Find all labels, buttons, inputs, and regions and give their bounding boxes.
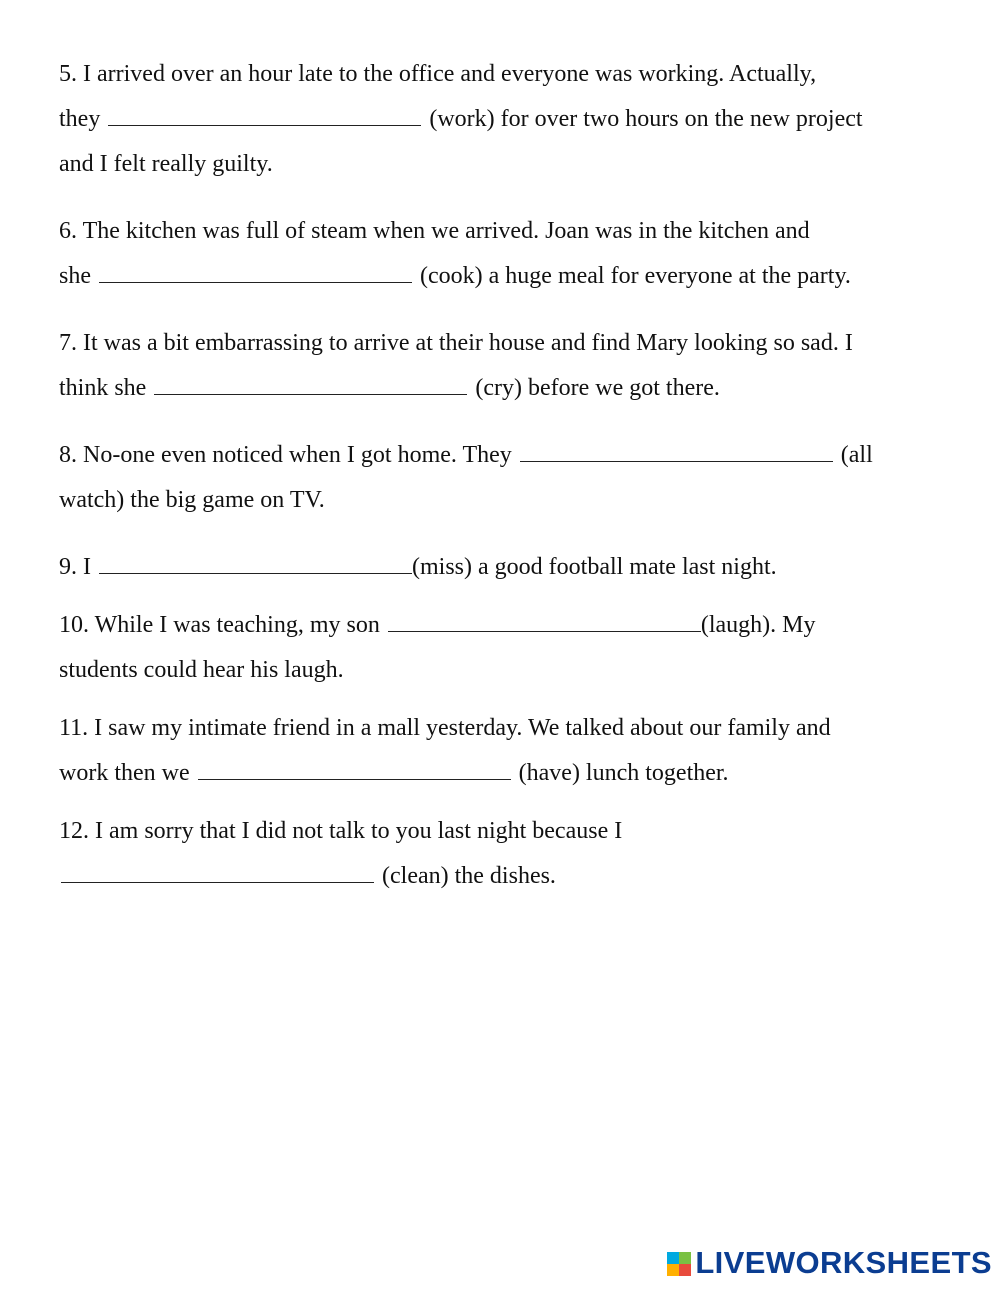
answer-blank-7[interactable] xyxy=(154,372,467,395)
question-7-line-1 xyxy=(59,321,939,366)
verb-hint: (cook) a huge meal for everyone at the party. xyxy=(420,263,851,289)
logo-color-square xyxy=(667,1264,679,1276)
logo-color-square xyxy=(679,1264,691,1276)
answer-blank-5[interactable] xyxy=(108,103,421,126)
question-8-line-2: watch) the big game on TV. xyxy=(59,487,325,513)
question-5-line-1 xyxy=(59,52,939,97)
question-12-line-1 xyxy=(59,809,939,854)
verb-hint: (laugh). My xyxy=(700,612,816,638)
question-number: 5. xyxy=(59,61,77,87)
liveworksheets-logo-icon xyxy=(667,1252,691,1276)
question-12-line-2 xyxy=(59,854,939,899)
question-number: 12. xyxy=(59,818,89,844)
answer-blank-9[interactable] xyxy=(99,551,412,574)
question-6-line-2 xyxy=(59,254,939,299)
answer-blank-12[interactable] xyxy=(61,860,374,883)
verb-hint: (all xyxy=(840,442,873,468)
question-number: 7. xyxy=(59,330,77,356)
logo-color-square xyxy=(679,1252,691,1264)
verb-hint: (have) lunch together. xyxy=(518,760,729,786)
question-12 xyxy=(59,809,939,899)
answer-blank-10[interactable] xyxy=(388,609,701,632)
question-number: 11. xyxy=(59,715,89,741)
question-text: she xyxy=(59,263,91,289)
question-text: I xyxy=(83,554,91,580)
verb-hint: (work) for over two hours on the new project xyxy=(429,106,863,132)
answer-blank-6[interactable] xyxy=(99,260,412,283)
question-number: 8. xyxy=(59,442,77,468)
question-text: I arrived over an hour late to the office and everyone was working. Actually, xyxy=(83,61,817,87)
question-text: they xyxy=(59,106,101,132)
verb-hint: (clean) the dishes. xyxy=(382,863,556,889)
question-number: 9. xyxy=(59,554,77,580)
question-11-line-2 xyxy=(59,751,939,796)
question-5 xyxy=(59,52,939,187)
question-text: I saw my intimate friend in a mall yesterday. We talked about our family and xyxy=(94,715,831,741)
question-9 xyxy=(59,545,939,590)
question-5-line-2 xyxy=(59,97,939,142)
verb-hint: (miss) a good football mate last night. xyxy=(412,554,777,580)
question-10 xyxy=(59,603,939,693)
question-text: While I was teaching, my son xyxy=(94,612,380,638)
answer-blank-11[interactable] xyxy=(198,757,511,780)
question-text: The kitchen was full of steam when we arrived. Joan was in the kitchen and xyxy=(82,218,810,244)
question-10-line-2: students could hear his laugh. xyxy=(59,657,344,683)
verb-hint: (cry) before we got there. xyxy=(475,375,720,401)
question-6 xyxy=(59,209,939,299)
question-number: 6. xyxy=(59,218,77,244)
question-8-line-1 xyxy=(59,433,939,478)
question-5-line-3: and I felt really guilty. xyxy=(59,151,273,177)
question-7 xyxy=(59,321,939,411)
question-text: It was a bit embarrassing to arrive at their house and find Mary looking so sad. I xyxy=(83,330,853,356)
worksheet-content xyxy=(59,52,939,912)
question-text: work then we xyxy=(59,760,190,786)
logo-color-square xyxy=(667,1252,679,1264)
question-7-line-2 xyxy=(59,366,939,411)
question-8 xyxy=(59,433,939,523)
question-number: 10. xyxy=(59,612,89,638)
question-11 xyxy=(59,706,939,796)
question-9-line-1 xyxy=(59,545,939,590)
question-11-line-1 xyxy=(59,706,939,751)
liveworksheets-logo-text: LIVEWORKSHEETS xyxy=(695,1245,992,1280)
question-text: I am sorry that I did not talk to you last night because I xyxy=(95,818,623,844)
question-10-line-1 xyxy=(59,603,939,648)
question-text: think she xyxy=(59,375,147,401)
liveworksheets-logo xyxy=(667,1245,992,1281)
answer-blank-8[interactable] xyxy=(520,439,833,462)
question-6-line-1 xyxy=(59,209,939,254)
question-text: No-one even noticed when I got home. They xyxy=(83,442,512,468)
